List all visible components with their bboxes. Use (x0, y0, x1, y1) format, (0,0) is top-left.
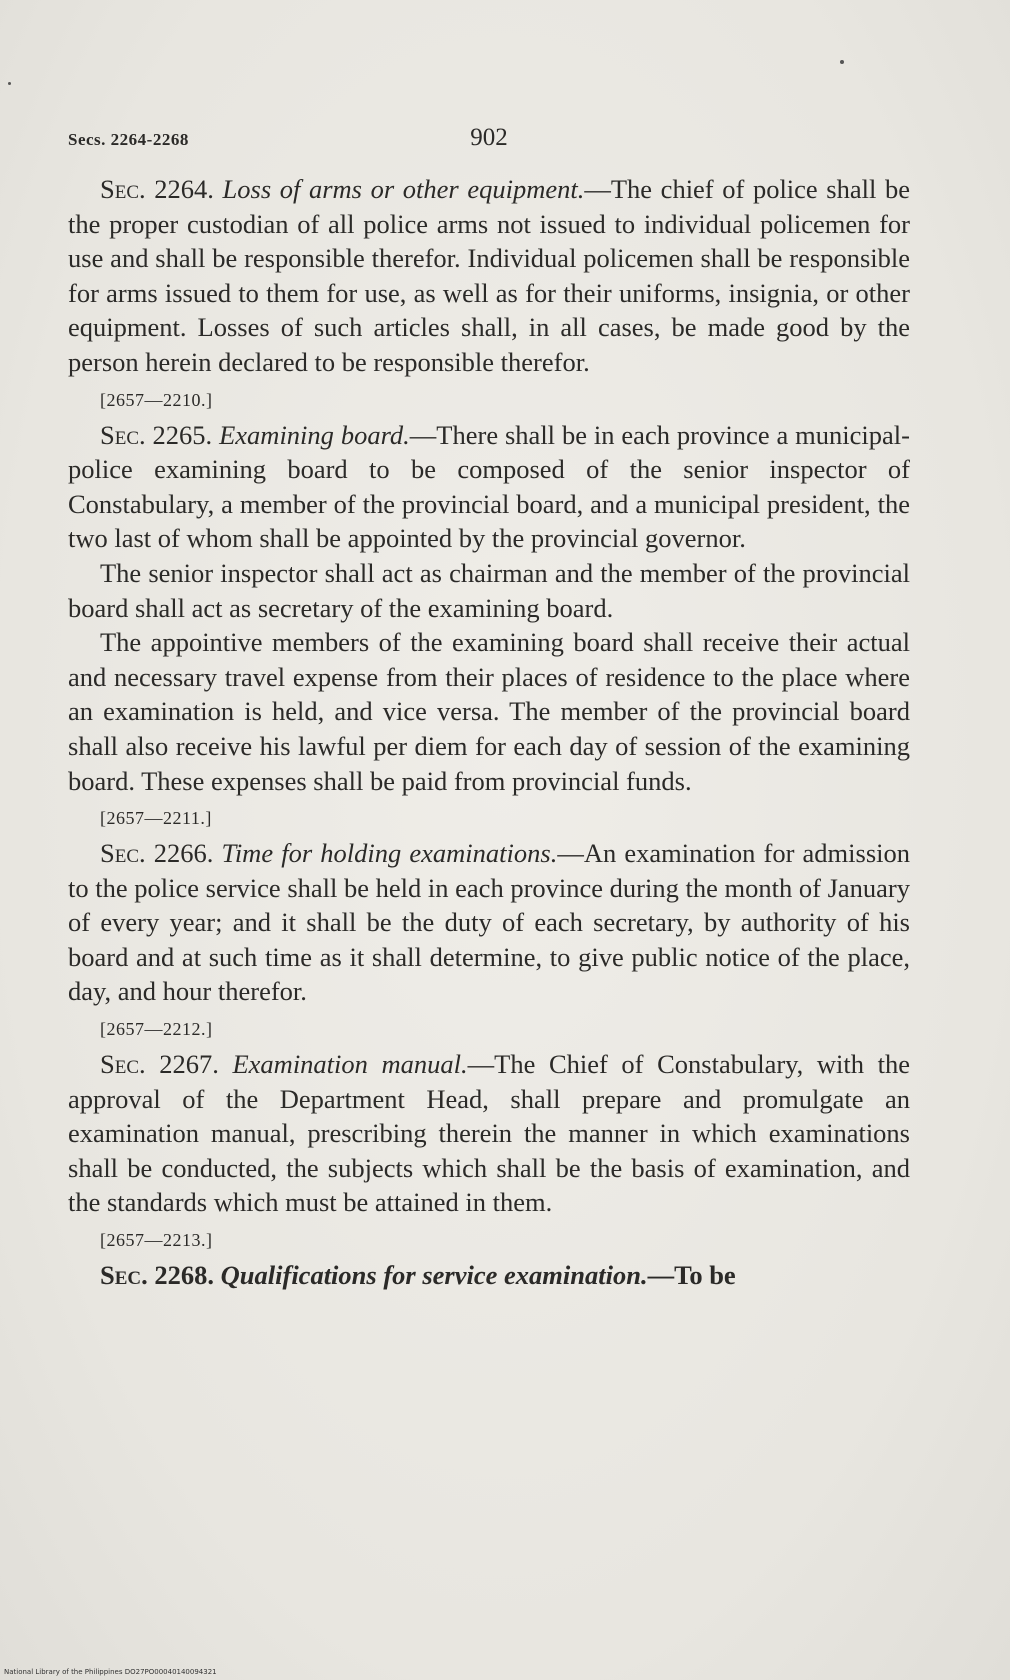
running-head: Secs. 2264-2268 (68, 130, 189, 149)
citation: [2657—2212.] (100, 1019, 213, 1040)
paragraph-text: —An examination for admission to the police service shall be held in each province during the month of January of every year; and it shall be the duty of each secretary, by authority of his board and at such time as it shall determine, to give public notice of the place, day, and hour therefor. (68, 838, 911, 1007)
page-number: 902 (470, 124, 508, 151)
citation: [2657—2210.] (100, 389, 213, 410)
paragraph-text: —There shall be in each province a municipal-police examining board to be composed of the senior inspector of Constabulary, a member of the provincial board, and a municipal president, the two last of whom shall be appointed by the provincial governor. (68, 419, 910, 554)
section-2264 (68, 172, 910, 414)
body-text (68, 172, 910, 1293)
paragraph-text: The senior inspector shall act as chairman and the member of the provincial board shall act as secretary of the examining board. (68, 557, 910, 623)
paragraph-text: The appointive members of the examining board shall receive their actual and necessary travel expense from their places of residence to the place where an examination is held, and vice versa. The member of the provincial board shall also receive his lawful per diem for each day of session of the examining board. These expenses shall be paid from provincial funds. (68, 627, 910, 796)
citation: [2657—2211.] (100, 808, 212, 829)
scan-speck (840, 60, 844, 64)
section-label: Sec. 2265. (100, 419, 213, 450)
section-label: Sec. 2266. (100, 838, 214, 869)
section-label: Sec. 2267. (100, 1049, 219, 1080)
section-heading: Examination manual. (232, 1049, 468, 1080)
section-label: Sec. 2268. (100, 1260, 215, 1291)
scan-speck (8, 82, 11, 85)
paragraph-text: —The chief of police shall be the proper custodian of all police arms not issued to individual policemen for use and shall be responsible therefor. Individual policemen shall be responsible for arms issued to them for use, as well as for their uniforms, insignia, or other equipment. Losses of such articles shall, in all cases, be made good by the person herein declared to be responsible therefor. (68, 174, 910, 377)
citation: [2657—2213.] (100, 1230, 213, 1251)
paragraph-text: —The Chief of Constabulary, with the approval of the Department Head, shall prepare and promulgate an examination manual, prescribing therein the manner in which examinations shall be conducted, the subjects which shall be the basis of examination, and the standards which must be attained in them. (68, 1049, 910, 1218)
section-2265 (68, 418, 910, 833)
page-header (68, 124, 910, 156)
section-2268 (68, 1258, 910, 1293)
section-heading: Loss of arms or other equipment. (222, 174, 585, 204)
section-paragraph (68, 1047, 910, 1220)
scan-footer-note: National Library of the Philippines DO27PO00040140094321 (4, 1668, 217, 1676)
section-label: Sec. 2264. (100, 174, 214, 204)
section-2267 (68, 1047, 910, 1254)
paragraph-text: —To be (647, 1260, 736, 1291)
section-heading: Examining board. (219, 419, 410, 450)
section-heading: Qualifications for service examination. (220, 1260, 648, 1291)
section-2266 (68, 836, 910, 1043)
section-paragraph (68, 836, 910, 1009)
section-paragraph (68, 172, 910, 380)
section-paragraph (68, 1258, 910, 1293)
section-paragraph (68, 418, 910, 556)
section-heading: Time for holding examinations. (221, 838, 558, 869)
